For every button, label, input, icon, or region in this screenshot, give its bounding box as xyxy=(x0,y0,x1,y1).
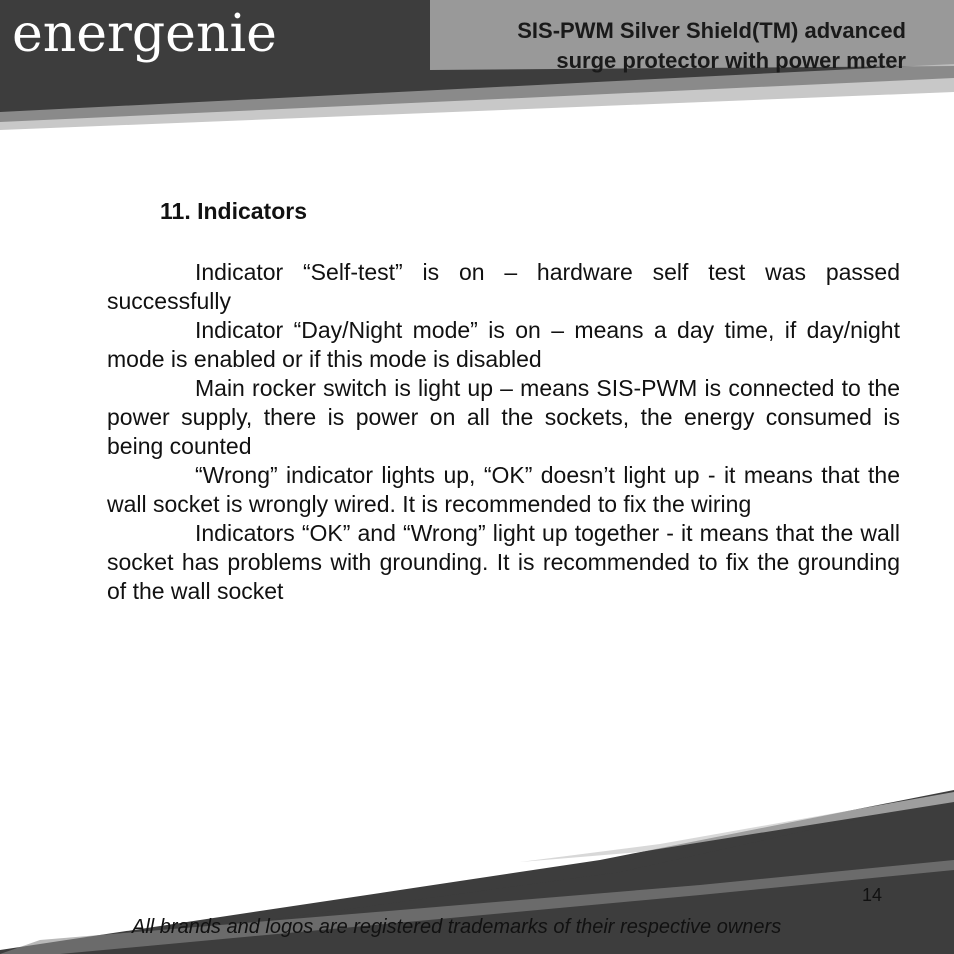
paragraph-rocker-switch: Main rocker switch is light up – means SIS-PWM is connected to the power supply, there is power on all the sockets, the energy consumed is being counted xyxy=(107,375,900,459)
section-heading: 11. Indicators xyxy=(160,198,308,224)
paragraph-grounding: Indicators “OK” and “Wrong” light up together - it means that the wall socket has problems with grounding. It is recommended to fix the grounding of the wall socket xyxy=(107,520,900,604)
paragraph-wrong-wiring: “Wrong” indicator lights up, “OK” doesn’t light up - it means that the wall socket is wrongly wired. It is recommended to fix the wiring xyxy=(107,462,900,517)
document-title-line1: SIS-PWM Silver Shield(TM) advanced xyxy=(517,18,906,43)
document-title xyxy=(517,16,906,76)
section-body xyxy=(107,258,900,606)
paragraph-day-night: Indicator “Day/Night mode” is on – means a day time, if day/night mode is enabled or if this mode is disabled xyxy=(107,317,900,372)
paragraph-self-test: Indicator “Self-test” is on – hardware self test was passed successfully xyxy=(107,259,900,314)
page-number: 14 xyxy=(862,885,883,905)
brand-logo: energenie xyxy=(12,4,277,64)
document-title-line2: surge protector with power meter xyxy=(556,48,906,73)
trademark-notice: All brands and logos are registered trademarks of their respective owners xyxy=(132,916,782,938)
